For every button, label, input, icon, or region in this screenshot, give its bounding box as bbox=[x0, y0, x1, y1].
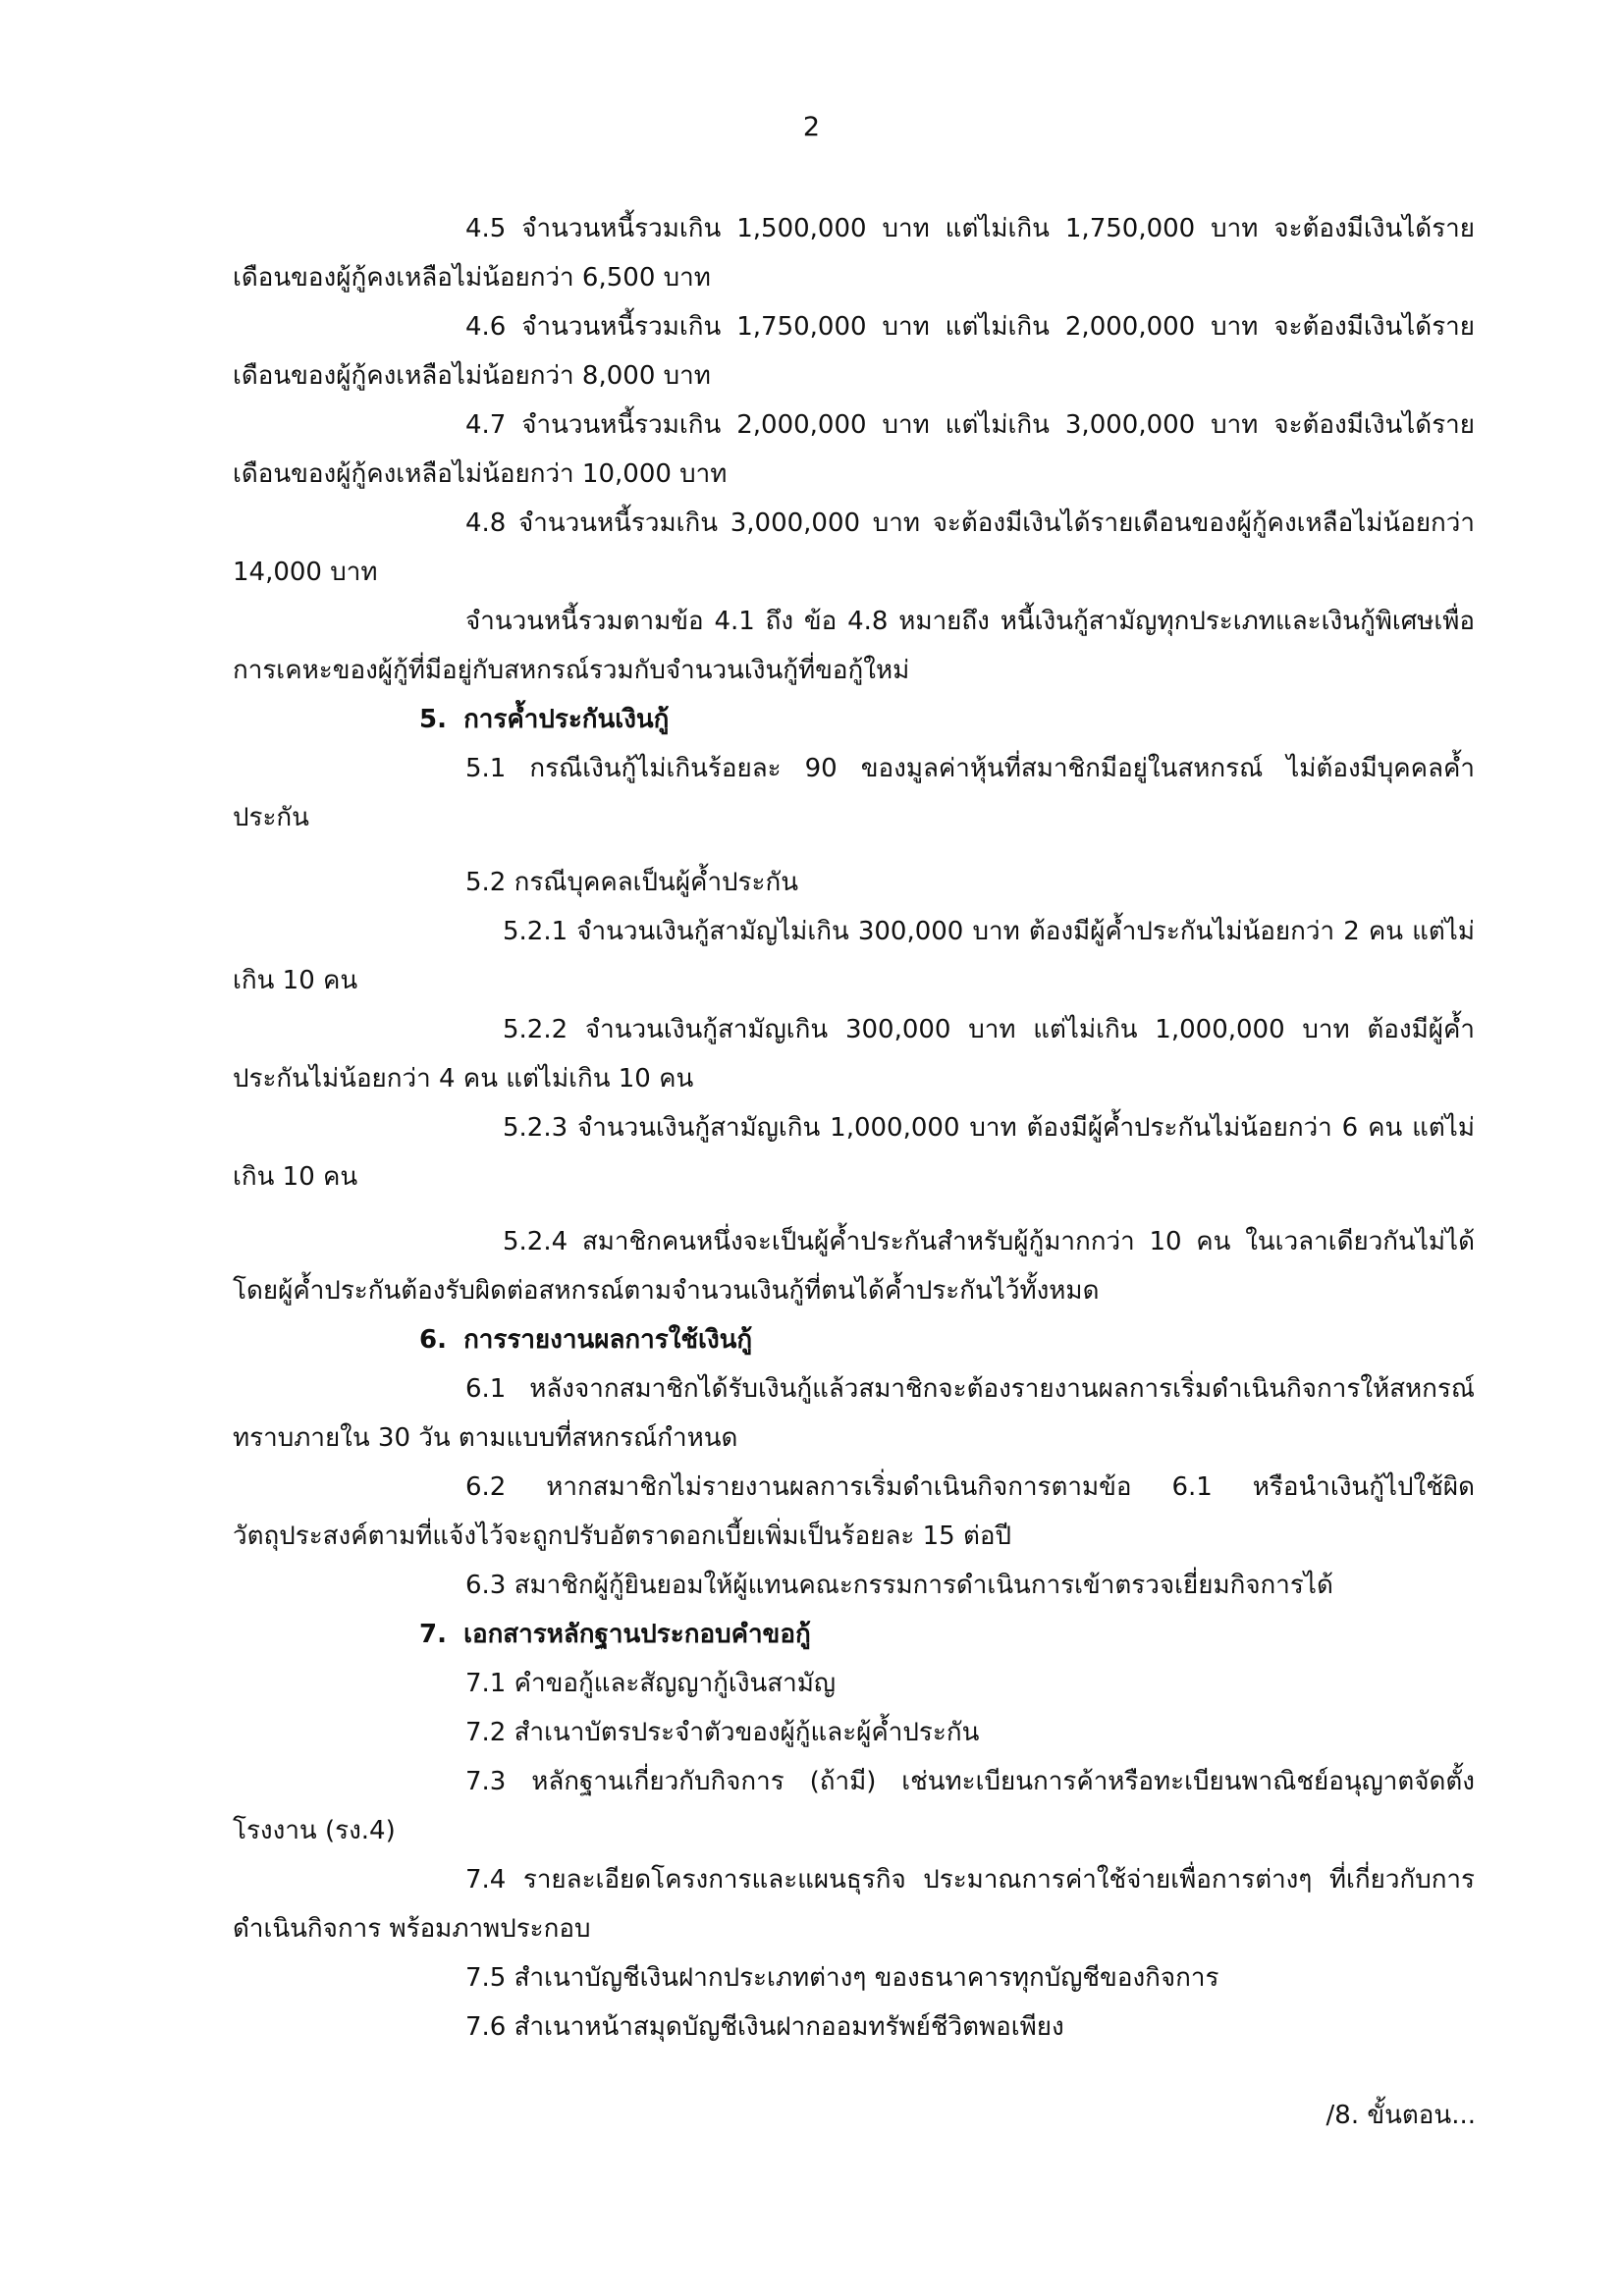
paragraph-5-1: 5.1 กรณีเงินกู้ไม่เกินร้อยละ 90 ของมูลค่าหุ้นที่สมาชิกมีอยู่ในสหกรณ์ ไม่ต้องมีบุคคลค้ำประกัน bbox=[233, 754, 1475, 832]
paragraph-4-6: 4.6 จำนวนหนี้รวมเกิน 1,750,000 บาท แต่ไม่เกิน 2,000,000 บาท จะต้องมีเงินได้รายเดือนของผู้กู้คงเหลือไม่น้อยกว่า 8,000 บาท bbox=[233, 312, 1475, 391]
paragraph-4-5: 4.5 จำนวนหนี้รวมเกิน 1,500,000 บาท แต่ไม่เกิน 1,750,000 บาท จะต้องมีเงินได้รายเดือนของผู้กู้คงเหลือไม่น้อยกว่า 6,500 บาท bbox=[233, 214, 1475, 293]
paragraph-4-7: 4.7 จำนวนหนี้รวมเกิน 2,000,000 บาท แต่ไม่เกิน 3,000,000 บาท จะต้องมีเงินได้รายเดือนของผู้กู้คงเหลือไม่น้อยกว่า 10,000 บาท bbox=[233, 410, 1475, 489]
heading-7-number: 7. bbox=[419, 1620, 447, 1649]
paragraph-7-1: 7.1 คำขอกู้และสัญญากู้เงินสามัญ bbox=[465, 1669, 837, 1698]
paragraph-5-2-2: 5.2.2 จำนวนเงินกู้สามัญเกิน 300,000 บาท แต่ไม่เกิน 1,000,000 บาท ต้องมีผู้ค้ำประกันไม่น้อยกว่า 4 คน แต่ไม่เกิน 10 คน bbox=[233, 1015, 1475, 1094]
paragraph-4-8: 4.8 จำนวนหนี้รวมเกิน 3,000,000 บาท จะต้องมีเงินได้รายเดือนของผู้กู้คงเหลือไม่น้อยกว่า 14,000 บาท bbox=[233, 508, 1475, 587]
paragraph-4-note: จำนวนหนี้รวมตามข้อ 4.1 ถึง ข้อ 4.8 หมายถึง หนี้เงินกู้สามัญทุกประเภทและเงินกู้พิเศษเพื่อการเคหะของผู้กู้ที่มีอยู่กับสหกรณ์รวมกับจำนวนเงินกู้ที่ขอกู้ใหม่ bbox=[233, 607, 1475, 685]
paragraph-6-3: 6.3 สมาชิกผู้กู้ยินยอมให้ผู้แทนคณะกรรมการดำเนินการเข้าตรวจเยี่ยมกิจการได้ bbox=[465, 1571, 1333, 1600]
paragraph-5-2: 5.2 กรณีบุคคลเป็นผู้ค้ำประกัน bbox=[465, 868, 799, 897]
paragraph-7-2: 7.2 สำเนาบัตรประจำตัวของผู้กู้และผู้ค้ำประกัน bbox=[465, 1718, 980, 1747]
heading-section-7 bbox=[233, 1610, 1475, 1659]
paragraph-7-4: 7.4 รายละเอียดโครงการและแผนธุรกิจ ประมาณการค่าใช้จ่ายเพื่อการต่างๆ ที่เกี่ยวกับการดำเนินกิจการ พร้อมภาพประกอบ bbox=[233, 1865, 1475, 1944]
heading-6-number: 6. bbox=[419, 1325, 447, 1355]
continuation-note: /8. ขั้นตอน... bbox=[1325, 2101, 1476, 2130]
paragraph-6-2: 6.2 หากสมาชิกไม่รายงานผลการเริ่มดำเนินกิจการตามข้อ 6.1 หรือนำเงินกู้ไปใช้ผิดวัตถุประสงค์ตามที่แจ้งไว้จะถูกปรับอัตราดอกเบี้ยเพิ่มเป็นร้อยละ 15 ต่อปี bbox=[233, 1472, 1475, 1551]
paragraph-7-3: 7.3 หลักฐานเกี่ยวกับกิจการ (ถ้ามี) เช่นทะเบียนการค้าหรือทะเบียนพาณิชย์อนุญาตจัดตั้งโรงงาน (รง.4) bbox=[233, 1767, 1475, 1845]
paragraph-7-6: 7.6 สำเนาหน้าสมุดบัญชีเงินฝากออมทรัพย์ชีวิตพอเพียง bbox=[465, 2012, 1064, 2042]
heading-6-text: การรายงานผลการใช้เงินกู้ bbox=[463, 1325, 753, 1355]
heading-7-text: เอกสารหลักฐานประกอบคำขอกู้ bbox=[463, 1620, 811, 1649]
paragraph-5-2-1: 5.2.1 จำนวนเงินกู้สามัญไม่เกิน 300,000 บาท ต้องมีผู้ค้ำประกันไม่น้อยกว่า 2 คน แต่ไม่เกิน 10 คน bbox=[233, 917, 1475, 995]
paragraph-5-2-4: 5.2.4 สมาชิกคนหนึ่งจะเป็นผู้ค้ำประกันสำหรับผู้กู้มากกว่า 10 คน ในเวลาเดียวกันไม่ได้ โดยผู้ค้ำประกันต้องรับผิดต่อสหกรณ์ตามจำนวนเงินกู้ที่ตนได้ค้ำประกันไว้ทั้งหมด bbox=[233, 1227, 1475, 1306]
heading-5-text: การค้ำประกันเงินกู้ bbox=[463, 705, 670, 734]
document-body bbox=[233, 204, 1475, 2052]
paragraph-7-5: 7.5 สำเนาบัญชีเงินฝากประเภทต่างๆ ของธนาคารทุกบัญชีของกิจการ bbox=[465, 1963, 1219, 1993]
heading-section-5 bbox=[233, 695, 1475, 744]
paragraph-5-2-3: 5.2.3 จำนวนเงินกู้สามัญเกิน 1,000,000 บาท ต้องมีผู้ค้ำประกันไม่น้อยกว่า 6 คน แต่ไม่เกิน 10 คน bbox=[233, 1113, 1475, 1192]
paragraph-6-1: 6.1 หลังจากสมาชิกได้รับเงินกู้แล้วสมาชิกจะต้องรายงานผลการเริ่มดำเนินกิจการให้สหกรณ์ทราบภายใน 30 วัน ตามแบบที่สหกรณ์กำหนด bbox=[233, 1374, 1475, 1453]
page-number: 2 bbox=[802, 112, 821, 142]
heading-section-6 bbox=[233, 1315, 1475, 1364]
heading-5-number: 5. bbox=[419, 705, 447, 734]
